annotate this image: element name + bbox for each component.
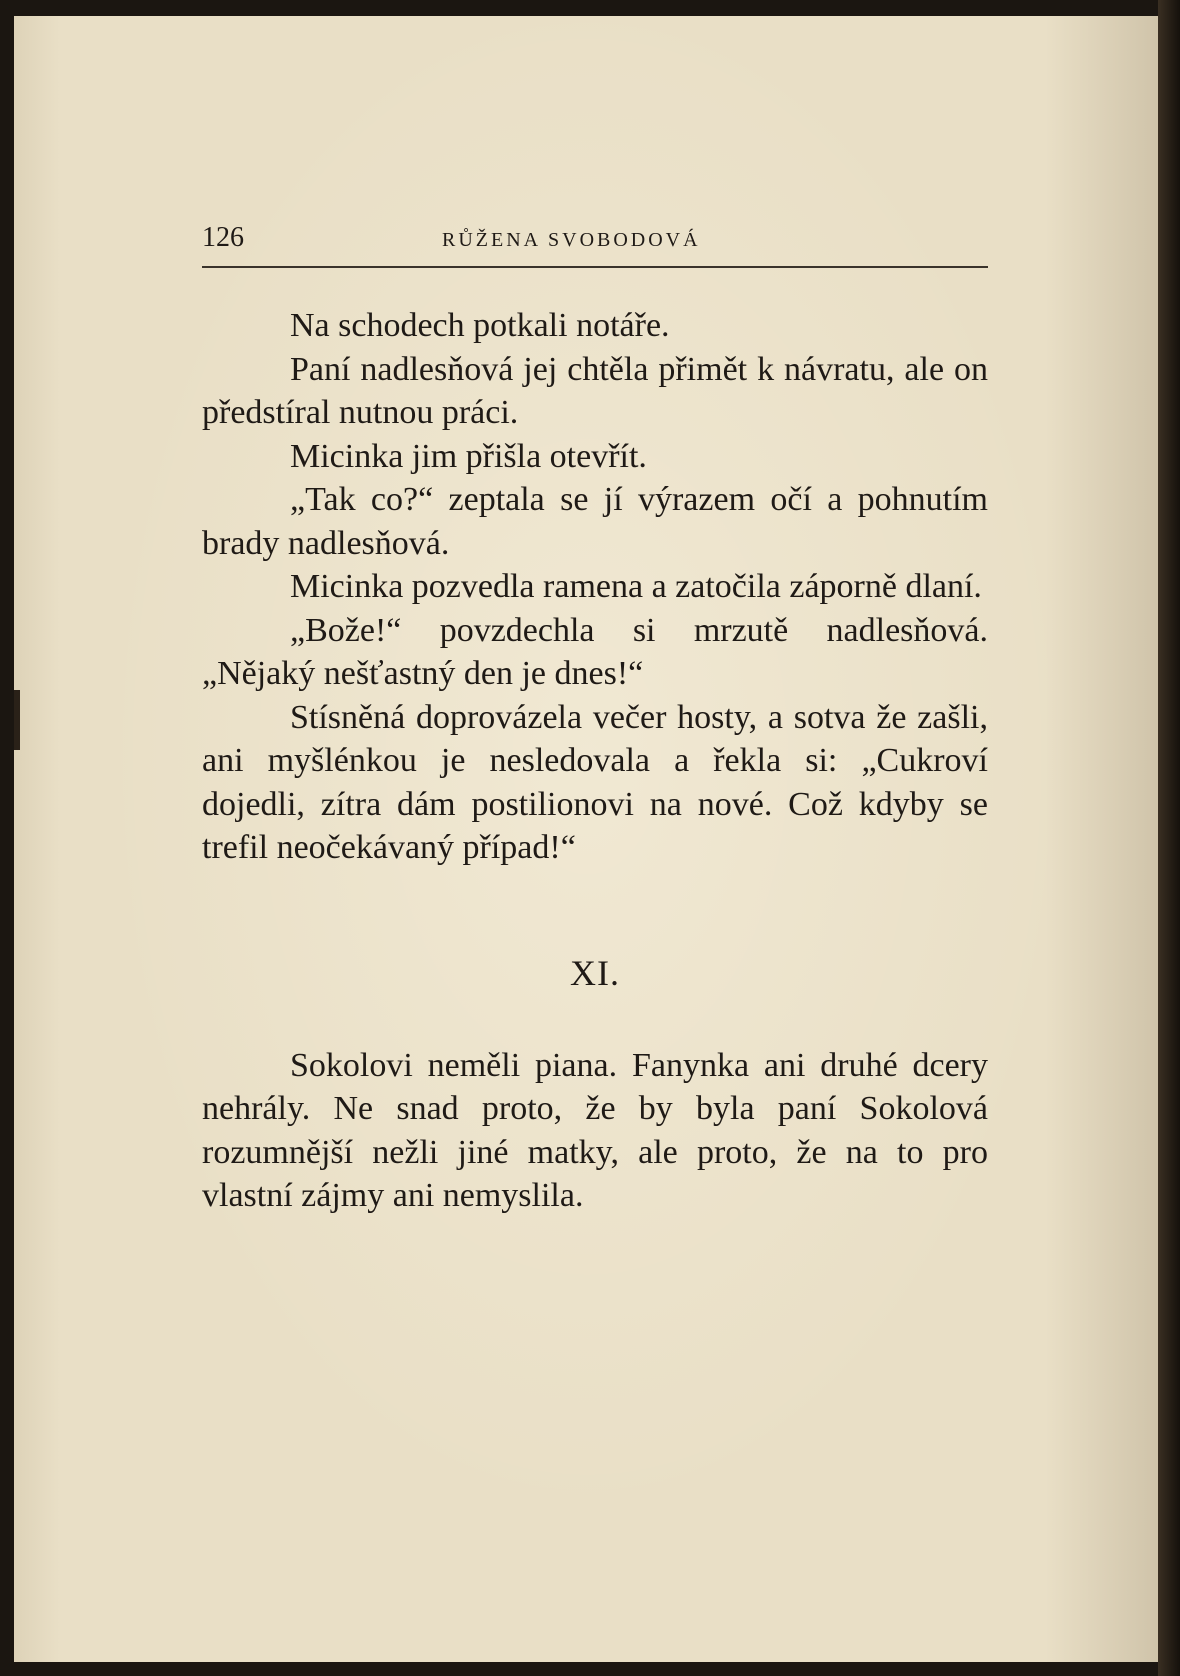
binding-mark <box>14 690 20 750</box>
chapter-body <box>202 1044 988 1218</box>
paragraph: Paní nadlesňová jej chtěla přimět k návratu, ale on předstíral nutnou práci. <box>202 350 988 431</box>
paragraph: Micinka jim přišla otevřít. <box>290 437 647 475</box>
paragraph: „Bože!“ povzdechla si mrzutě nadlesňová. „Nějaký nešťastný den je dnes!“ <box>202 611 988 692</box>
running-head: RŮŽENA SVOBODOVÁ <box>442 229 701 251</box>
paragraph: Micinka pozvedla ramena a zatočila záporně dlaní. <box>290 568 982 605</box>
body-text <box>202 304 988 870</box>
paragraph: Stísněná doprovázela večer hosty, a sotva že zašli, ani myšlénkou je nesledovala a řekla si: „Cukroví dojedli, zítra dám postilionovi na nové. Což kdyby se trefil neočekávaný případ!“ <box>202 698 988 866</box>
paragraph: Na schodech potkali notáře. <box>290 307 670 344</box>
paragraph: „Tak co?“ zeptala se jí výrazem očí a pohnutím brady nadlesňová. <box>202 481 988 562</box>
chapter-heading: XI. <box>570 952 620 993</box>
paragraph: Sokolovi neměli piana. Fanynka ani druhé dcery nehrály. Ne snad proto, že by byla paní Sokolová rozumnější nežli jiné matky, ale proto, že na to pro vlastní zájmy ani nemyslila. <box>202 1046 988 1214</box>
page-content <box>202 222 988 1218</box>
book-spine-edge <box>1158 0 1180 1676</box>
page-number: 126 <box>202 222 244 253</box>
page-header <box>202 222 988 268</box>
